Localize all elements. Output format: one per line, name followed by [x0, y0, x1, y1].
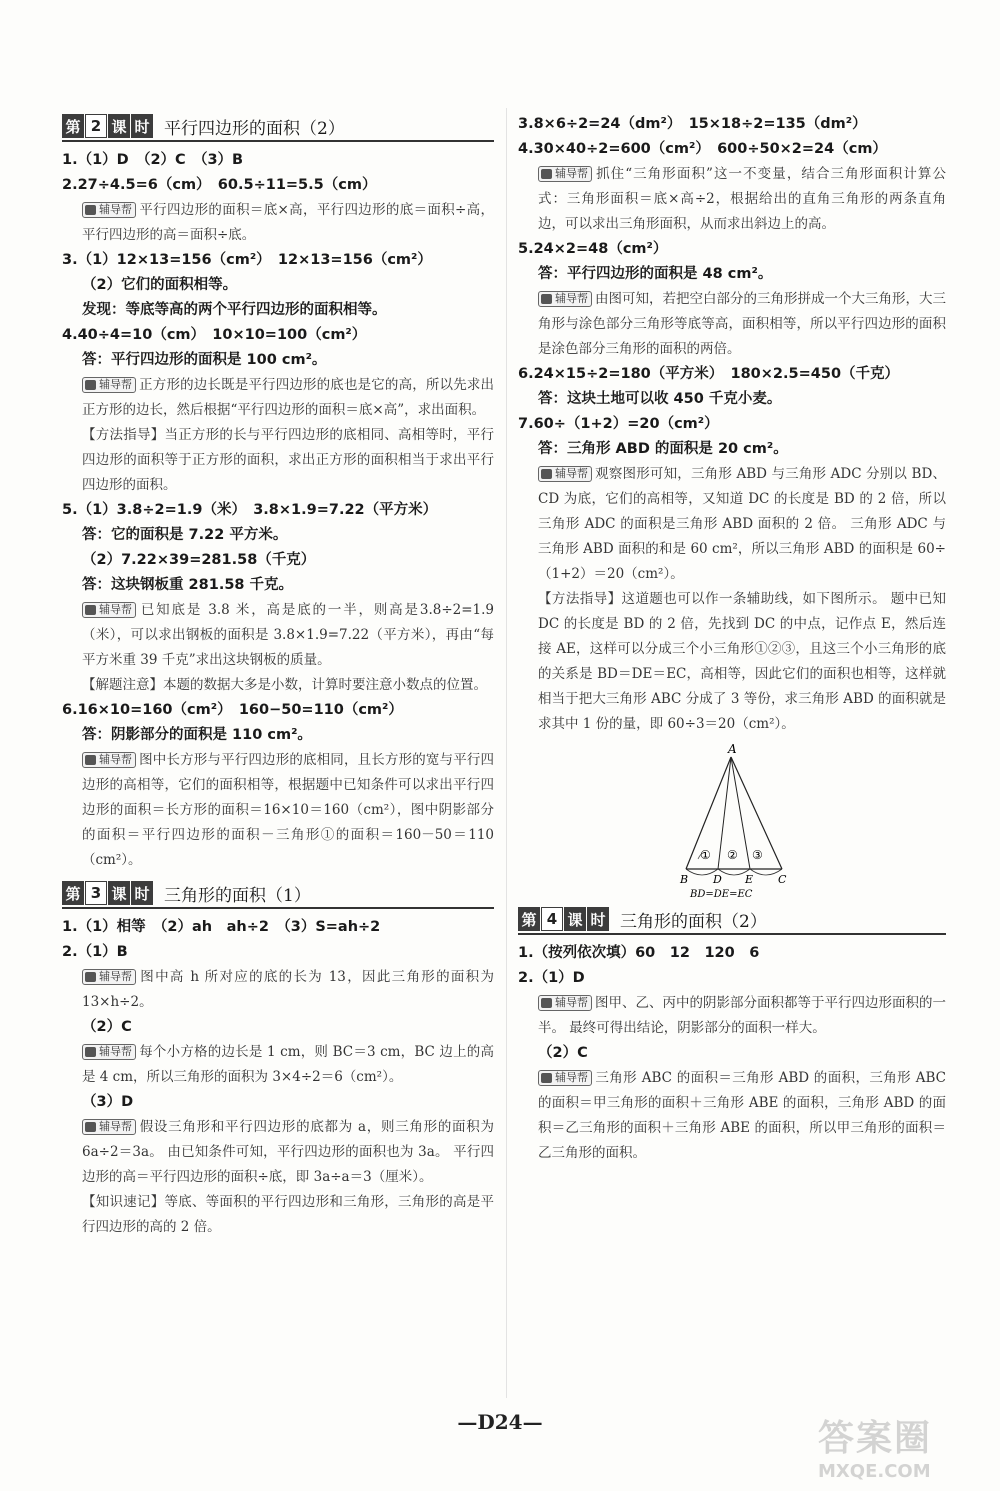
answer-line: （2）C: [82, 1019, 132, 1035]
region-3: ③: [752, 848, 763, 862]
answer-line: 5.24×2=48（cm²）: [518, 241, 668, 257]
label-a: A: [728, 742, 737, 756]
explanation: [62, 1040, 494, 1090]
explanation: [62, 1115, 494, 1190]
answer-line: 1.（1）D （2）C （3）B: [62, 152, 244, 168]
explanation-text: 【方法指导】当正方形的长与平行四边形的底相同、高相等时，平行四边形的面积等于正方形的面积，求出正方形的面积相当于求出平行四边形的面积。: [82, 427, 494, 493]
tutor-tag: 辅导帮: [538, 166, 592, 182]
watermark-text: 答案圈: [818, 1418, 933, 1459]
lesson-3-header: [62, 879, 494, 909]
explanation: [518, 587, 946, 737]
answer-line: 3.（1）12×13=156（cm²） 12×13=156（cm²）: [62, 252, 432, 268]
answer-line: 答：三角形 ABD 的面积是 20 cm²。: [538, 441, 788, 457]
explanation-text: 图甲、乙、丙中的阴影部分面积都等于平行四边形面积的一半。 最终可得出结论，阴影部分的面积一样大。: [538, 995, 946, 1036]
answer-line: 4.30×40÷2=600（cm²） 600÷50×2=24（cm）: [518, 141, 887, 157]
lesson-title: 三角形的面积（2）: [620, 911, 767, 932]
badge-char: 时: [131, 114, 153, 138]
watermark-url: MXQE.COM: [818, 1461, 931, 1482]
answer-line: 答：这块钢板重 281.58 千克。: [82, 577, 294, 593]
label-c: C: [778, 873, 787, 886]
explanation: [62, 673, 494, 698]
lesson-4-header: [518, 905, 946, 935]
answer-line: 发现：等底等高的两个平行四边形的面积相等。: [82, 302, 387, 318]
answer-line: 6.24×15÷2=180（平方米） 180×2.5=450（千克）: [518, 366, 900, 382]
watermark-logo: [818, 1410, 988, 1485]
badge-number: 4: [541, 907, 563, 931]
answer-line: 答：平行四边形的面积是 48 cm²。: [538, 266, 773, 282]
tutor-tag: 辅导帮: [82, 602, 136, 618]
explanation: [62, 748, 494, 873]
explanation: [62, 423, 494, 498]
lesson-3-answers: [62, 915, 494, 1240]
tutor-tag: 辅导帮: [82, 1119, 136, 1135]
lesson-badge: [62, 881, 154, 905]
label-e: E: [745, 873, 754, 886]
lesson-badge: [62, 114, 154, 138]
triangle-figure: [668, 741, 798, 901]
explanation: [62, 965, 494, 1015]
explanation-text: 三角形 ABC 的面积＝三角形 ABD 的面积，三角形 ABC 的面积＝甲三角形的面积＋三角形 ABE 的面积，三角形 ABD 的面积＝乙三角形的面积＋三角形 ABE 的面积，所以甲三角形的面积＝乙三角形的面积。: [538, 1070, 946, 1161]
explanation-text: 每个小方格的边长是 1 cm，则 BC＝3 cm，BC 边上的高是 4 cm，所以三角形的面积为 3×4÷2＝6（cm²）。: [82, 1044, 494, 1085]
explanation: [518, 1066, 946, 1166]
lesson-title: 平行四边形的面积（2）: [164, 118, 345, 139]
explanation-text: 正方形的边长既是平行四边形的底也是它的高，所以先求出正方形的边长，然后根据“平行四边形的面积＝底×高”，求出面积。: [82, 377, 494, 418]
answer-line: 答：平行四边形的面积是 100 cm²。: [82, 352, 327, 368]
badge-number: 3: [85, 881, 107, 905]
lesson-2-header: [62, 112, 494, 142]
explanation-text: 【方法指导】这道题也可以作一条辅助线，如下图所示。 题中已知 DC 的长度是 BD 的 2 倍，先找到 DC 的中点，记作点 E，然后连接 AE，这样可以分成三个小三角形①②③，且这三个小三角形的底的关系是 BD＝DE＝EC，高相等，因此它们的面积也相等，这样就相当于把大三角形 ABC 分成了 3 等份，求三角形 ABD 的面积就是求其中 1 份的量，即 60÷3＝20（cm²）。: [538, 591, 946, 732]
badge-char: 课: [108, 881, 130, 905]
lesson-2-answers: [62, 148, 494, 873]
right-column: [518, 112, 946, 1166]
tutor-tag: 辅导帮: [538, 1070, 592, 1086]
region-2: ②: [727, 848, 738, 862]
answer-line: 答：它的面积是 7.22 平方米。: [82, 527, 288, 543]
answer-line: （2）7.22×39=281.58（千克）: [82, 552, 316, 568]
answer-line: 1.（按列依次填）60 12 120 6: [518, 945, 760, 961]
badge-char: 课: [108, 114, 130, 138]
explanation: [518, 162, 946, 237]
explanation-text: 已知底是 3.8 米，高是底的一半，则高是3.8÷2=1.9（米），可以求出钢板的面积是 3.8×1.9=7.22（平方米），再由“每平方米重 39 千克”求出这块钢板的质量。: [82, 602, 494, 668]
tutor-tag: 辅导帮: [82, 752, 136, 768]
badge-number: 2: [85, 114, 107, 138]
explanation-text: 【解题注意】本题的数据大多是小数，计算时要注意小数点的位置。: [82, 677, 487, 693]
badge-char: 第: [62, 114, 84, 138]
column-divider: [506, 108, 507, 1398]
explanation-text: 图中长方形与平行四边形的底相同，且长方形的宽与平行四边形的高相等，它们的面积相等，根据题中已知条件可以求出平行四边形的面积＝长方形的面积＝16×10＝160（cm²），图中阴影部分的面积＝平行四边形的面积－三角形①的面积＝160－50＝110（cm²）。: [82, 752, 494, 868]
tutor-tag: 辅导帮: [538, 466, 592, 482]
answer-line: 3.8×6÷2=24（dm²） 15×18÷2=135（dm²）: [518, 116, 867, 132]
answer-line: 6.16×10=160（cm²） 160−50=110（cm²）: [62, 702, 403, 718]
answer-line: 2.（1）B: [62, 944, 128, 960]
tutor-tag: 辅导帮: [538, 291, 592, 307]
explanation: [518, 462, 946, 587]
tutor-tag: 辅导帮: [538, 995, 592, 1011]
answer-line: 5.（1）3.8÷2=1.9（米） 3.8×1.9=7.22（平方米）: [62, 502, 438, 518]
label-d: D: [713, 873, 722, 886]
tutor-tag: 辅导帮: [82, 377, 136, 393]
answer-line: 答：阴影部分的面积是 110 cm²。: [82, 727, 312, 743]
explanation: [62, 598, 494, 673]
answer-line: 1.（1）相等 （2）ah ah÷2 （3）S=ah÷2: [62, 919, 381, 935]
badge-char: 时: [587, 907, 609, 931]
label-b: B: [680, 873, 689, 886]
answer-line: 答：这块土地可以收 450 千克小麦。: [538, 391, 782, 407]
explanation: [62, 198, 494, 248]
badge-char: 课: [564, 907, 586, 931]
answer-line: 2.27÷4.5=6（cm） 60.5÷11=5.5（cm）: [62, 177, 377, 193]
explanation-text: 平行四边形的面积＝底×高，平行四边形的底＝面积÷高，平行四边形的高＝面积÷底。: [82, 202, 494, 243]
lesson-4-answers: [518, 941, 946, 1166]
tutor-tag: 辅导帮: [82, 1044, 136, 1060]
explanation-text: 【知识速记】等底、等面积的平行四边形和三角形，三角形的高是平行四边形的高的 2 倍。: [82, 1194, 494, 1235]
region-1: ①: [700, 848, 711, 862]
answer-line: （2）C: [538, 1045, 588, 1061]
explanation: [62, 1190, 494, 1240]
lesson-3-answers-continued: [518, 112, 946, 737]
page-number: —D24—: [457, 1410, 543, 1434]
badge-char: 第: [62, 881, 84, 905]
explanation-text: 抓住“三角形面积”这一不变量，结合三角形面积计算公式：三角形面积＝底×高÷2，根据给出的直角三角形的两条直角边，可以求出三角形面积，从而求出斜边上的高。: [538, 166, 946, 232]
answer-line: 7.60÷（1+2）=20（cm²）: [518, 416, 719, 432]
lesson-title: 三角形的面积（1）: [164, 885, 311, 906]
explanation: [518, 991, 946, 1041]
lesson-badge: [518, 907, 610, 931]
explanation-text: 图中高 h 所对应的底的长为 13，因此三角形的面积为 13×h÷2。: [82, 969, 494, 1010]
figure-caption: BD=DE=EC: [690, 889, 753, 900]
explanation: [518, 287, 946, 362]
badge-char: 第: [518, 907, 540, 931]
answer-line: （3）D: [82, 1094, 134, 1110]
answer-line: 2.（1）D: [518, 970, 585, 986]
explanation-text: 由图可知，若把空白部分的三角形拼成一个大三角形，大三角形与涂色部分三角形等底等高，面积相等，所以平行四边形的面积是涂色部分三角形的面积的两倍。: [538, 291, 946, 357]
explanation-text: 假设三角形和平行四边形的底都为 a，则三角形的面积为 6a÷2＝3a。 由已知条件可知，平行四边形的面积也为 3a。 平行四边形的高＝平行四边形的面积÷底，即 3a÷a＝3（厘米）。: [82, 1119, 494, 1185]
explanation: [62, 373, 494, 423]
answer-line: （2）它们的面积相等。: [82, 277, 238, 293]
tutor-tag: 辅导帮: [82, 969, 136, 985]
explanation-text: 观察图形可知，三角形 ABD 与三角形 ADC 分别以 BD、CD 为底，它们的高相等，又知道 DC 的长度是 BD 的 2 倍，所以三角形 ADC 的面积是三角形 ABD 面积的 2 倍。 三角形 ADC 与三角形 ABD 面积的和是 60 cm²，所以三角形 ABD 的面积是 60÷（1+2）＝20（cm²）。: [538, 466, 946, 582]
badge-char: 时: [131, 881, 153, 905]
left-column: [62, 112, 494, 1240]
answer-line: 4.40÷4=10（cm） 10×10=100（cm²）: [62, 327, 367, 343]
tutor-tag: 辅导帮: [82, 202, 136, 218]
